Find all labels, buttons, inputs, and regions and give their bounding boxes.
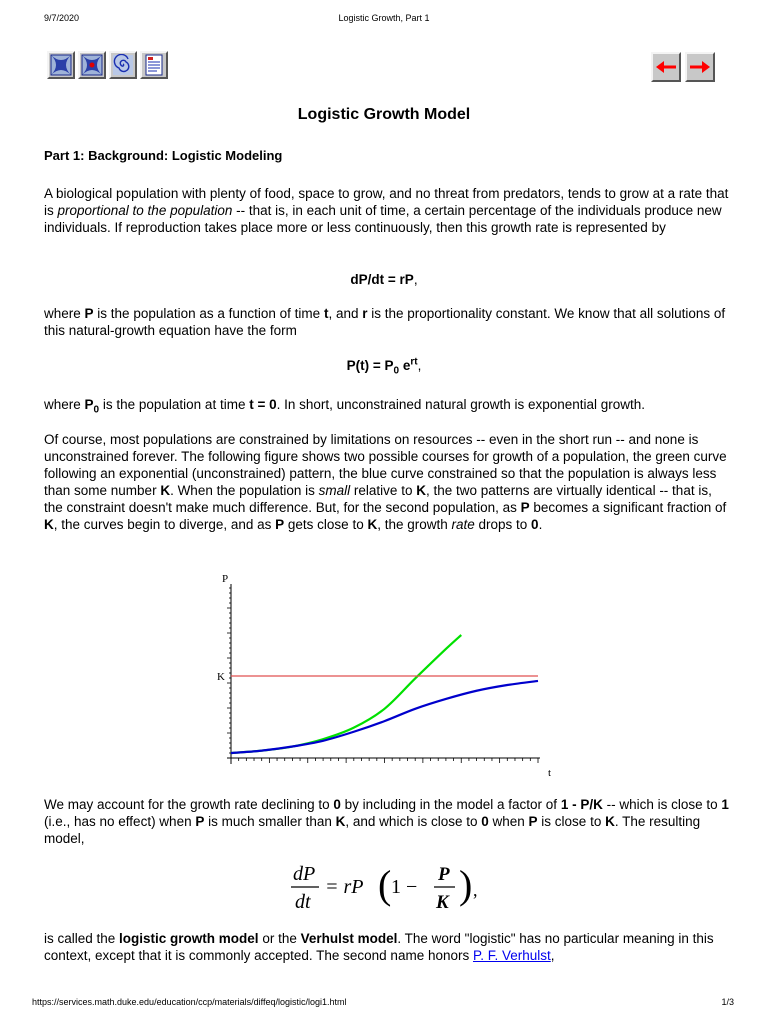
- y-axis-label: P: [222, 573, 229, 585]
- eq-fraction-numerator: dP: [293, 863, 316, 885]
- spiral-icon[interactable]: [109, 51, 137, 79]
- section-heading: Part 1: Background: Logistic Modeling: [44, 148, 283, 163]
- svg-text:(: (: [378, 862, 392, 907]
- y-tick-label-k: K: [217, 671, 225, 683]
- icon-toolbar: [47, 51, 168, 79]
- eq-fraction-denominator: dt: [295, 891, 311, 913]
- paragraph-rate-factor: We may account for the growth rate declining to 0 by including in the model a factor of 1 - P/K -- which is close to 1 (i.e., has no effect) when P is much smaller than K, and which is close to 0 when P is close to K. The resulting model,: [44, 797, 729, 846]
- paragraph-initial-population: where $P_0$ is the population at time t = 0. In short, unconstrained natural growth is exponential growth.: [44, 397, 646, 416]
- document-icon[interactable]: [140, 51, 168, 79]
- previous-page-button[interactable]: [651, 52, 681, 82]
- paragraph-solutions: where P is the population as a function of time t, and r is the proportionality constant. We know that all solutions of this natural-growth equation have the form: [44, 306, 726, 338]
- arrow-right-icon: [689, 59, 711, 75]
- next-page-button[interactable]: [685, 52, 715, 82]
- paragraph-constraints: Of course, most populations are constrained by limitations on resources -- even in the short run -- and none is unconstrained forever. The following figure shows two possible courses for growth of a population, the green curve following an exponential (unconstrained) pattern, the blue curve constrained so that the population is always less than some number K. When the population is small relative to K, the two patterns are virtually identical -- that is, the constraint doesn't make much difference. But, for the second population, as P becomes a significant fraction of K, the curves begin to diverge, and as P gets close to K, the growth rate drops to 0.: [44, 432, 727, 532]
- equation-logistic-model: [289, 858, 499, 920]
- growth-curves-chart: [210, 570, 560, 782]
- svg-text:,: ,: [473, 880, 478, 900]
- print-footer-url: https://services.math.duke.edu/education/ccp/materials/diffeq/logistic/logi1.html: [32, 997, 347, 1007]
- exponential-curve: [231, 635, 461, 753]
- print-date: 9/7/2020: [44, 13, 80, 23]
- eq-rhs: = rP: [325, 876, 364, 898]
- page-navigation: [651, 52, 715, 82]
- eq-inner-numerator: P: [438, 864, 450, 885]
- star-square-red-dot-icon[interactable]: [78, 51, 106, 79]
- print-page-number: 1/3: [721, 997, 734, 1007]
- x-axis-label: t: [548, 767, 552, 779]
- eq-inner-denominator: K: [436, 892, 449, 913]
- paragraph-intro: A biological population with plenty of food, space to grow, and no threat from predators, tends to grow at a rate that is proportional to the population -- that is, in each unit of time, a certain percentage of the individuals produce new individuals. If reproduction takes place more or less continuously, then this growth rate is represented by: [44, 186, 729, 235]
- equation-natural-growth: dP/dt = rP,: [350, 272, 418, 287]
- svg-text:): ): [459, 862, 473, 907]
- eq-one-minus: 1 −: [391, 876, 418, 898]
- print-header-title: Logistic Growth, Part 1: [338, 13, 430, 23]
- page-title: Logistic Growth Model: [297, 106, 471, 123]
- paragraph-verhulst: is called the logistic growth model or the Verhulst model. The word "logistic" has no particular meaning in this context, except that it is commonly accepted. The second name honors P. F. Verhulst,: [44, 931, 714, 963]
- logistic-curve: [231, 681, 538, 753]
- equation-exponential-solution: $P(t) = P_0$ $e^{rt}$,: [346, 356, 422, 377]
- arrow-left-icon: [655, 59, 677, 75]
- star-square-icon[interactable]: [47, 51, 75, 79]
- verhulst-link[interactable]: P. F. Verhulst: [472, 948, 551, 963]
